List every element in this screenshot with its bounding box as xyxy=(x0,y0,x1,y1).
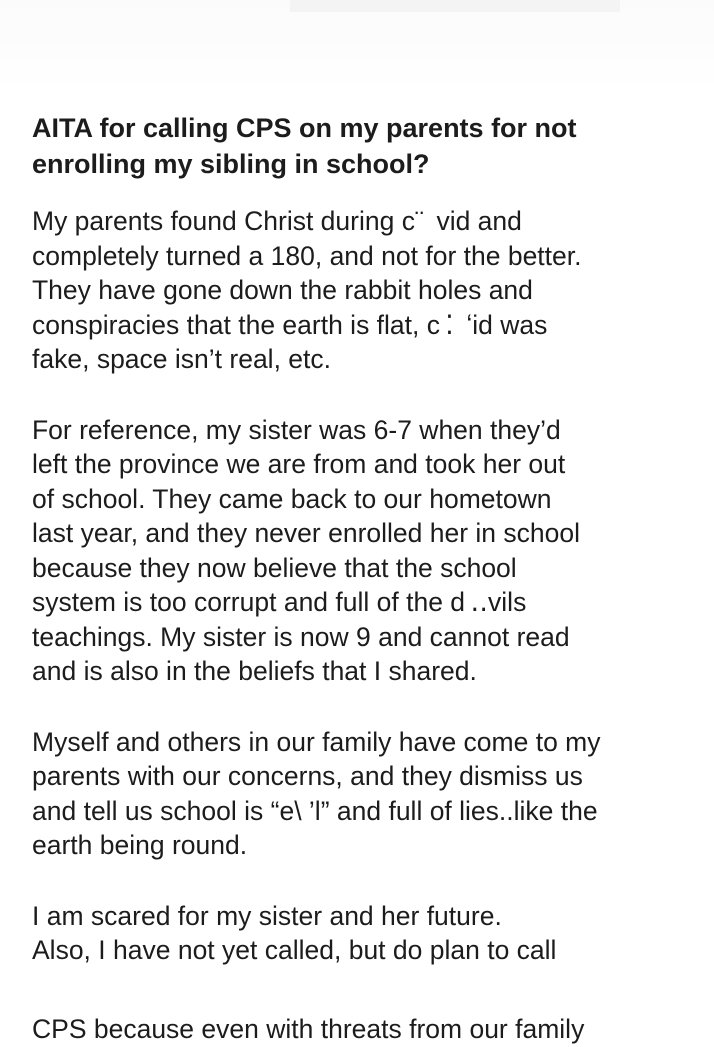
text-line: They have gone down the rabbit holes and xyxy=(32,275,533,305)
text-line: My parents found Christ during c¨ vid and xyxy=(32,206,522,236)
text-line: Also, I have not yet called, but do plan to call xyxy=(32,935,557,965)
post-paragraph-4 xyxy=(32,899,692,968)
text-line: conspiracies that the earth is flat, c ⁚ ʻid was xyxy=(32,309,548,340)
post-paragraph-2 xyxy=(32,413,692,689)
post-title xyxy=(32,110,692,182)
cut-off-text-line xyxy=(32,1012,585,1044)
text-line: teachings. My sister is now 9 and cannot read xyxy=(32,621,570,652)
text-line: For reference, my sister was 6-7 when they’d xyxy=(32,414,561,445)
text-line: completely turned a 180, and not for the better. xyxy=(32,240,582,271)
text-line: because they now believe that the school xyxy=(32,552,517,583)
text-line: last year, and they never enrolled her in school xyxy=(32,518,580,548)
text-line: CPS because even with threats from our family xyxy=(32,1014,585,1044)
post-title-line: enrolling my sibling in school? xyxy=(32,149,430,179)
post-paragraph-1 xyxy=(32,204,692,377)
text-line: left the province we are from and took her out xyxy=(32,449,566,479)
post-paragraph-3 xyxy=(32,725,692,863)
text-line: fake, space isn’t real, etc. xyxy=(32,344,332,374)
text-line: and is also in the beliefs that I shared. xyxy=(32,656,477,686)
post-title-line: AITA for calling CPS on my parents for not xyxy=(32,113,577,143)
text-line: earth being round. xyxy=(32,830,248,860)
text-line: I am scared for my sister and her future. xyxy=(32,900,502,931)
faint-header-strip xyxy=(290,0,620,12)
text-line: of school. They came back to our hometown xyxy=(32,483,552,514)
text-line: parents with our concerns, and they dismiss us xyxy=(32,761,583,791)
post-body xyxy=(32,110,692,1004)
text-line: Myself and others in our family have come to my xyxy=(32,726,601,757)
text-line: and tell us school is “e\ ’l” and full of lies..like the xyxy=(32,795,598,826)
text-line: system is too corrupt and full of the d ‥vils xyxy=(32,587,527,617)
top-shade xyxy=(0,0,714,90)
